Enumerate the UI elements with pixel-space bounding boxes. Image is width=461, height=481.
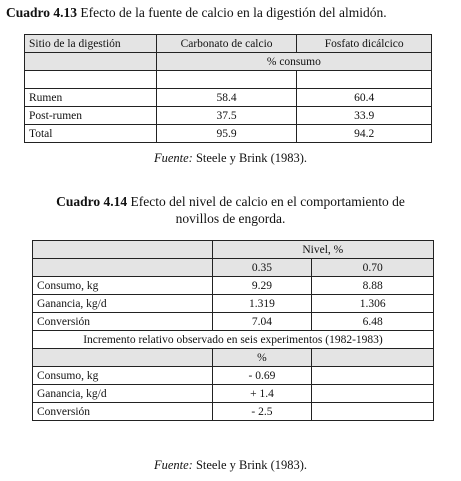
table2-row-label: Ganancia, kg/d [33,295,213,313]
table1-unit: % consumo [156,53,431,71]
table1-source-label: Fuente: [153,151,193,165]
table1-caption [6,4,458,21]
table-row [33,331,434,349]
table1-cell: 95.9 [156,125,297,143]
table2-cell: 6.48 [312,313,434,331]
table2-caption-line1 [0,193,461,210]
table-row [33,367,434,385]
table1-caption-number: Cuadro 4.13 [6,5,78,20]
table1-empty-cell [25,71,157,89]
table1-row-label: Rumen [25,89,157,107]
table-row [25,53,432,71]
table-row [33,403,434,421]
table-row [33,295,434,313]
table2-increment-cell: - 2.5 [212,403,312,421]
table2-source-label: Fuente: [153,458,193,472]
table2-row-label: Consumo, kg [33,277,213,295]
table1-cell: 33.9 [297,107,432,125]
table1-source [0,151,461,166]
table2-increment-cell: + 1.4 [212,385,312,403]
table2-level-header: Nivel, % [212,241,433,259]
table2-header-spacer [33,259,213,277]
table1-cell: 58.4 [156,89,297,107]
table2-cell: 7.04 [212,313,312,331]
table-row [33,349,434,367]
table1-row-label: Post-rumen [25,107,157,125]
table2-level1: 0.35 [212,259,312,277]
table2-empty-cell [312,367,434,385]
table1-cell: 94.2 [297,125,432,143]
table2-pct-spacer [312,349,434,367]
table2-cell: 1.306 [312,295,434,313]
table1-caption-text: Efecto de la fuente de calcio en la digestión del almidón. [80,5,387,20]
table2-source-text: Steele y Brink (1983). [195,458,308,472]
table2-empty-cell [312,403,434,421]
table2-pct: % [212,349,312,367]
table2-source [0,458,461,473]
table2 [32,240,434,421]
table1 [24,34,432,143]
table-row [25,107,432,125]
table1-header-col1: Carbonato de calcio [156,35,297,53]
table2-cell: 8.88 [312,277,434,295]
table1-source-text: Steele y Brink (1983). [195,151,308,165]
table2-caption-number: Cuadro 4.14 [56,194,128,209]
table1-cell: 37.5 [156,107,297,125]
table1-cell: 60.4 [297,89,432,107]
table1-header-site: Sitio de la digestión [25,35,157,53]
table-row [33,241,434,259]
table2-caption [0,193,461,227]
table2-empty-cell [312,385,434,403]
table2-header-spacer [33,241,213,259]
table1-empty-cell [297,71,432,89]
table2-increment-label: Ganancia, kg/d [33,385,213,403]
table-row [25,35,432,53]
table1-header-col2: Fosfato dicálcico [297,35,432,53]
table-row [33,277,434,295]
table-row [25,71,432,89]
table-row [33,259,434,277]
table1-unit-spacer [25,53,157,71]
table2-increment-label: Conversión [33,403,213,421]
table-row [25,89,432,107]
table-row [25,125,432,143]
table2-level2: 0.70 [312,259,434,277]
table2-cell: 9.29 [212,277,312,295]
table2-pct-spacer [33,349,213,367]
table2-increment-header: Incremento relativo observado en seis experimentos (1982-1983) [33,331,434,349]
table1-row-label: Total [25,125,157,143]
table2-increment-cell: - 0.69 [212,367,312,385]
table2-increment-label: Consumo, kg [33,367,213,385]
table2-caption-text: Efecto del nivel de calcio en el comportamiento de [130,194,405,209]
table-row [33,313,434,331]
table-row [33,385,434,403]
table2-cell: 1.319 [212,295,312,313]
table2-row-label: Conversión [33,313,213,331]
table2-caption-line2: novillos de engorda. [175,211,286,226]
table1-empty-cell [156,71,297,89]
